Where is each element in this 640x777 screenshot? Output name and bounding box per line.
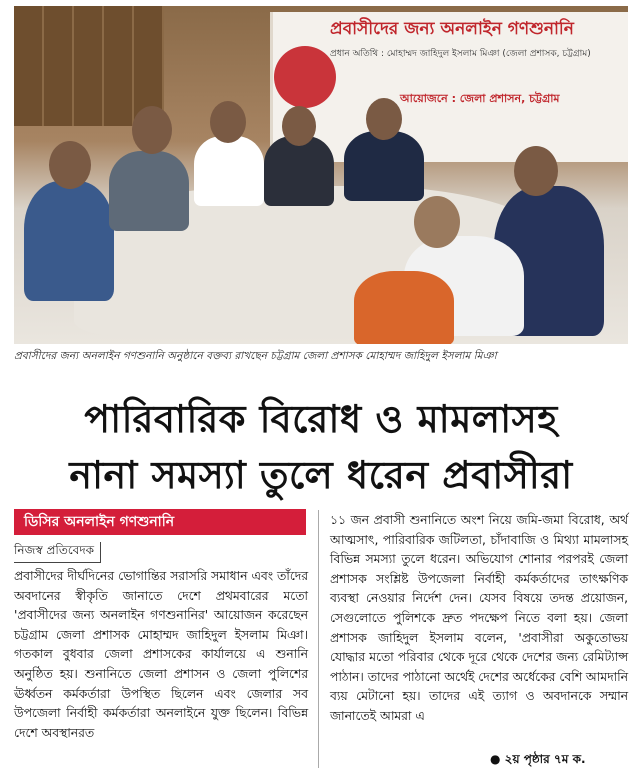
article-body-left: প্রবাসীদের দীর্ঘদিনের ভোগান্তির সরাসরি সমাধান এবং তাঁদের অবদানের স্বীকৃতি জানাতে দেশে প্রথমবারের মতো 'প্রবাসীদের জন্য অনলাইন গণশুনানির' আয়োজন করেছেন চট্টগ্রাম জেলা প্রশাসক মোহাম্মদ জাহিদুল ইসলাম মিঞা। গতকাল বুধবার জেলা প্রশাসকের কার্যালয়ে এ শুনানি অনুষ্ঠিত হয়। শুনানিতে জেলা প্রশাসন ও জেলা পুলিশের ঊর্ধ্বতন কর্মকর্তারা উপস্থিত ছিলেন এবং জেলার সব উপজেলা নির্বাহী কর্মকর্তারা অনলাইনে যুক্ত ছিলেন। বিভিন্ন দেশে অবস্থানরত bbox=[14, 569, 308, 740]
photo-caption: প্রবাসীদের জন্য অনলাইন গণশুনানি অনুষ্ঠানে বক্তব্য রাখছেন চট্টগ্রাম জেলা প্রশাসক মোহাম্মদ জাহিদুল ইসলাম মিঞা bbox=[14, 350, 497, 362]
person bbox=[194, 136, 264, 206]
kicker-label: ডিসির অনলাইন গণশুনানি bbox=[14, 509, 306, 535]
banner-organizer: আয়োজনে : জেলা প্রশাসন, চট্টগ্রাম bbox=[400, 92, 560, 105]
banner-subtitle: প্রধান অতিথি : মোহাম্মদ জাহিদুল ইসলাম মিঞা (জেলা প্রশাসক, চট্টগ্রাম) bbox=[330, 49, 591, 59]
banner-title: প্রবাসীদের জন্য অনলাইন গণশুনানি bbox=[330, 19, 574, 39]
person bbox=[109, 151, 189, 231]
headline-line-2: নানা সমস্যা তুলে ধরেন প্রবাসীরা bbox=[69, 453, 573, 497]
person-head bbox=[210, 101, 246, 143]
person-head bbox=[132, 106, 172, 154]
article-body-right: ১১ জন প্রবাসী শুনানিতে অংশ নিয়ে জমি-জমা বিরোধ, অর্থ আত্মসাৎ, পারিবারিক জটিলতা, চাঁদাবাজি ও মিথ্যা মামলাসহ বিভিন্ন সমস্যা তুলে ধরেন। অভিযোগ শোনার পরপরই জেলা প্রশাসক সংশ্লিষ্ট উপজেলা নির্বাহী কর্মকর্তাদের তাৎক্ষণিক ব্যবস্থা নেওয়ার নির্দেশ দেন। যেসব বিষয়ে তদন্ত প্রয়োজন, সেগুলোতে পুলিশকে দ্রুত পদক্ষেপ নিতে বলা হয়। জেলা প্রশাসক জাহিদুল ইসলাম বলেন, 'প্রবাসীরা অকুতোভয় যোদ্ধার মতো পরিবার থেকে দূরে থেকে দেশের জন্য রেমিট্যান্স পাঠান। তাদের পাঠানো অর্থেই দেশের অর্ধেকের বেশি আমদানি ব্যয় মেটানো হয়। তাদের এই ত্যাগ ও অবদানকে সম্মান জানাতেই আমরা এ bbox=[330, 513, 628, 723]
person-head bbox=[514, 146, 558, 196]
person-head bbox=[282, 106, 316, 146]
person-head bbox=[414, 196, 460, 248]
person-head bbox=[49, 141, 91, 189]
person bbox=[264, 136, 334, 206]
event-logo bbox=[274, 46, 336, 108]
continuation-note: ● ২য় পৃষ্ঠার ৭ম ক. bbox=[490, 752, 586, 766]
person-police bbox=[24, 181, 114, 301]
person-speaker bbox=[344, 131, 424, 201]
person-scarf bbox=[354, 271, 454, 344]
column-divider bbox=[318, 510, 319, 768]
headline-line-1: পারিবারিক বিরোধ ও মামলাসহ bbox=[84, 397, 558, 441]
person-head bbox=[366, 98, 402, 140]
byline: নিজস্ব প্রতিবেদক bbox=[14, 542, 101, 563]
